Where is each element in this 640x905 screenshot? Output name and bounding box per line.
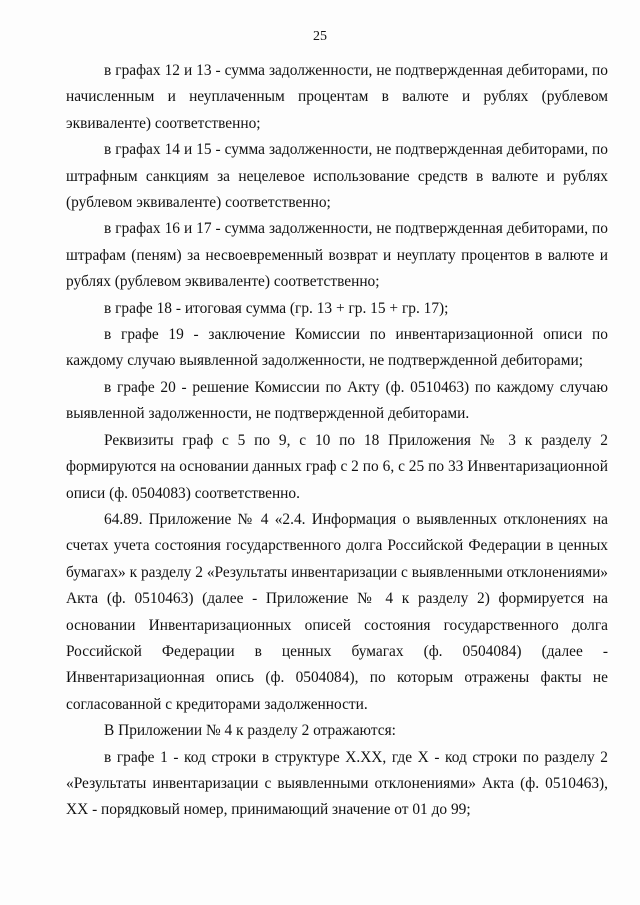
paragraph-graph-20: в графе 20 - решение Комиссии по Акту (ф. 0510463) по каждому случаю выявленной задолженности, не подтвержденной дебиторами. bbox=[66, 378, 608, 423]
paragraph-graph-19: в графе 19 - заключение Комиссии по инвентаризационной описи по каждому случаю выявленной задолженности, не подтвержденной дебиторами; bbox=[66, 326, 608, 370]
paragraph-graphs-14-15: в графах 14 и 15 - сумма задолженности, не подтвержденная дебиторами, по штрафным санкциям за нецелевое использование средств в валюте и рублях (рублевом эквиваленте) соответственно; bbox=[66, 141, 608, 212]
paragraph-requisites: Реквизиты граф с 5 по 9, с 10 по 18 Приложения № 3 к разделу 2 формируются на основании данных граф с 2 по 6, с 25 по 33 Инвентаризационной описи (ф. 0504083) соответственно. bbox=[66, 431, 608, 502]
paragraph-graph-18: в графе 18 - итоговая сумма (гр. 13 + гр. 15 + гр. 17); bbox=[104, 299, 449, 317]
paragraph-graphs-16-17: в графах 16 и 17 - сумма задолженности, не подтвержденная дебиторами, по штрафам (пеням) за несвоевременный возврат и неуплату процентов в валюте и рублях (рублевом эквиваленте) соответственно; bbox=[66, 220, 608, 291]
document-body bbox=[66, 58, 608, 824]
page-number: 25 bbox=[313, 29, 327, 44]
paragraph-64-89: 64.89. Приложение № 4 «2.4. Информация о выявленных отклонениях на счетах учета состояния государственного долга Российской Федерации в ценных бумагах» к разделу 2 «Результаты инвентаризации с выявленными отклонениями» Акта (ф. 0510463) (далее - Приложение № 4 к разделу 2) формируется на основании Инвентаризационных описей состояния государственного долга Российской Федерации в ценных бумагах (ф. 0504084) (далее - Инвентаризационная опись (ф. 0504084), по которым отражены факты не согласованной с кредиторами задолженности. bbox=[66, 510, 608, 713]
paragraph-appendix-4-intro: В Приложении № 4 к разделу 2 отражаются: bbox=[104, 722, 396, 740]
paragraph-graph-1: в графе 1 - код строки в структуре Х.ХХ, где Х - код строки по разделу 2 «Результаты инвентаризации с выявленными отклонениями» Акта (ф. 0510463), ХХ - порядковый номер, принимающий значение от 01 до 99; bbox=[66, 748, 608, 819]
paragraph-graphs-12-13: в графах 12 и 13 - сумма задолженности, не подтвержденная дебиторами, по начисленным и неуплаченным процентам в валюте и рублях (рублевом эквиваленте) соответственно; bbox=[66, 62, 608, 132]
